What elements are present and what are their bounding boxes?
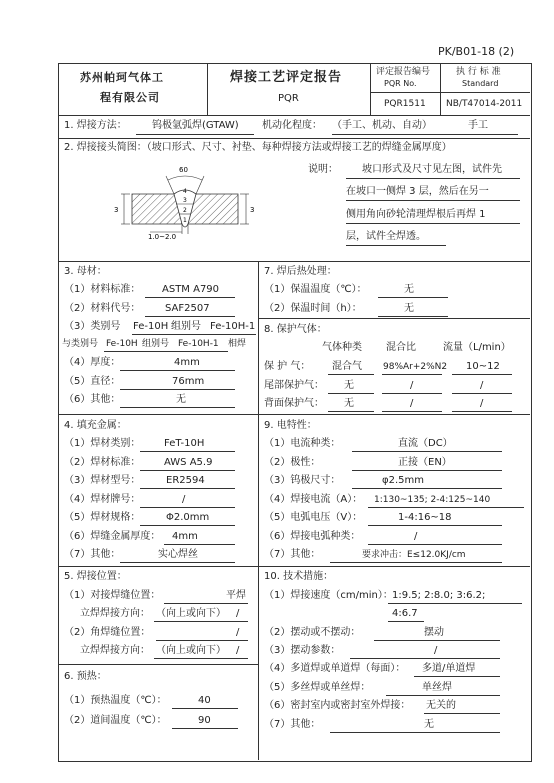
s7-temp-label: （1）保温温度（℃）： — [264, 284, 367, 295]
weld-root — [182, 224, 188, 227]
s3-code-label: （2）材料代号： — [64, 303, 141, 314]
s1-label: 1. 焊接方法： — [64, 120, 127, 131]
s8-trail-mix: / — [410, 380, 414, 391]
s4-type-value: FeT-10H — [164, 438, 205, 449]
s5-fillet-value: / — [236, 627, 240, 638]
s6-pre-value: 40 — [198, 695, 211, 706]
s9-other-label: （7）其他： — [264, 549, 321, 560]
s3-class-label: （3）类别号 — [64, 321, 121, 332]
s10-pass-value: 多道/单道焊 — [422, 663, 476, 674]
s3-group2-value: Fe-10H-1 — [178, 339, 219, 349]
s8-back-label: 背面保护气： — [264, 398, 324, 409]
s3-other-value: 无 — [176, 394, 186, 405]
s10-speed-label: （1）焊接速度（cm/min）： — [264, 590, 393, 601]
s5-groove-value: 平焊 — [226, 590, 246, 601]
s1-mech-options: （手工、机动、自动） — [332, 120, 432, 131]
s10-wire-value: 单丝焊 — [422, 682, 452, 693]
s3-class2-value: Fe-10H — [106, 339, 138, 349]
s9-pol-label: （2）极性： — [264, 457, 321, 468]
s2-note-line1: 坡口形式及尺寸见左图，试件先 — [362, 164, 502, 175]
s9-transfer-value: / — [414, 531, 418, 542]
s3-group-label: 组别号 — [171, 321, 201, 332]
s4-spec-value: Φ2.0mm — [166, 512, 210, 523]
standard-label-en: Standard — [462, 79, 499, 88]
sketch-pass-1: 1 — [183, 217, 187, 224]
s5-dir2-options: （向上或向下） — [156, 645, 226, 656]
s5-dir2-label: 立焊焊接方向： — [80, 645, 150, 656]
s10-clean-label: （6）密封室内或密封室外焊接： — [264, 700, 411, 711]
s5-groove-label: （1）对接焊缝位置： — [64, 590, 161, 601]
s3-dia-label: （5）直径： — [64, 376, 121, 387]
s8-back-flow: / — [480, 398, 484, 409]
s4-brand-label: （4）焊材牌号： — [64, 494, 141, 505]
s10-label: 10. 技术措施： — [264, 571, 334, 582]
s3-std-value: ASTM A790 — [162, 284, 220, 295]
s3-label: 3. 母材： — [64, 266, 107, 277]
sketch-thickness-right: 3 — [250, 206, 255, 214]
s5-dir1-options: （向上或向下） — [156, 608, 226, 619]
s8-shield-gas: 混合气 — [332, 361, 362, 372]
s4-model-label: （3）焊材型号： — [64, 475, 141, 486]
s6-inter-label: （2）道间温度（℃）： — [64, 715, 167, 726]
s8-col-gas: 气体种类 — [322, 342, 362, 353]
s6-inter-value: 90 — [198, 715, 211, 726]
s1-method: 钨极氩弧焊(GTAW) — [152, 120, 239, 131]
s4-std-value: AWS A5.9 — [164, 457, 213, 468]
s4-label: 4. 填充金属： — [64, 420, 127, 431]
s9-elec-value: φ2.5mm — [382, 475, 424, 486]
joint-sketch — [110, 160, 260, 240]
s6-label: 6. 预热： — [64, 671, 107, 682]
report-no-label: 评定报告编号 — [376, 67, 431, 77]
s8-col-flow: 流量（L/min） — [443, 342, 511, 353]
s9-cur-type-value: 直流（DC） — [398, 438, 453, 449]
s3-thk-label: （4）厚度： — [64, 357, 121, 368]
s7-time-label: （2）保温时间（h）： — [264, 303, 362, 314]
s8-trail-flow: / — [480, 380, 484, 391]
s10-speed-line1: 1:9.5; 2:8.0; 3:6.2; — [392, 590, 486, 601]
s10-weave-label: （2）摆动或不摆动： — [264, 627, 361, 638]
s9-elec-label: （3）钨极尺寸： — [264, 475, 341, 486]
s9-cur-type-label: （1）电流种类： — [264, 438, 341, 449]
s3-other-label: （6）其他： — [64, 394, 121, 405]
s7-time-value: 无 — [404, 303, 414, 314]
s5-dir2-value: / — [236, 645, 240, 656]
base-plate-left — [132, 194, 182, 224]
s9-volt-label: （5）电弧电压（V）： — [264, 512, 363, 523]
s4-type-label: （1）焊材类别： — [64, 438, 141, 449]
s10-other-label: （7）其他： — [264, 719, 321, 730]
s2-note-label: 说明： — [308, 164, 338, 175]
s3-code-value: SAF2507 — [165, 303, 210, 314]
s8-col-mix: 混合比 — [386, 342, 416, 353]
s3-std-label: （1）材料标准： — [64, 284, 141, 295]
s10-clean-value: 无关的 — [426, 700, 456, 711]
s3-weld-together: 相焊 — [228, 339, 247, 349]
sketch-pass-4: 4 — [183, 188, 187, 195]
s8-back-gas: 无 — [344, 398, 354, 409]
standard-value: NB/T47014-2011 — [446, 99, 523, 109]
s3-class2-label: 与类别号 — [62, 339, 99, 349]
s4-other-value: 实心焊丝 — [158, 549, 198, 560]
s3-dia-value: 76mm — [172, 376, 205, 387]
s8-trail-label: 尾部保护气： — [264, 380, 324, 391]
s9-pol-value: 正接（EN） — [398, 457, 452, 468]
s10-weave-param-value: / — [434, 645, 438, 656]
s2-note-line3: 侧用角向砂轮清理焊根后再焊 1 — [346, 209, 486, 220]
sketch-gap: 1.0~2.0 — [148, 233, 177, 240]
s5-fillet-label: （2）角焊缝位置： — [64, 627, 151, 638]
s7-temp-value: 无 — [404, 284, 414, 295]
s9-cur-value: 1:130~135; 2-4:125~140 — [374, 495, 491, 505]
s9-volt-value: 1-4:16~18 — [398, 512, 452, 523]
s3-group2-label: 组别号 — [142, 339, 170, 349]
s5-label: 5. 焊接位置： — [64, 571, 127, 582]
s8-shield-mix: 98%Ar+2%N2 — [383, 362, 448, 372]
s4-thk-label: （6）焊缝金属厚度： — [64, 531, 161, 542]
s2-note-line4: 层，试件全焊透。 — [346, 231, 426, 242]
s10-pass-label: （4）多道焊或单道焊（每面）： — [264, 663, 406, 674]
base-plate-right — [188, 194, 238, 224]
s10-wire-label: （5）多丝焊或单丝焊： — [264, 682, 371, 693]
s1-mech-label: 机动化程度： — [262, 120, 322, 131]
sketch-angle: 60 — [179, 166, 188, 174]
s10-weave-value: 摆动 — [424, 627, 444, 638]
sketch-pass-2: 2 — [183, 207, 187, 214]
s8-shield-label: 保 护 气： — [264, 361, 311, 372]
s4-thk-value: 4mm — [172, 531, 198, 542]
s4-other-label: （7）其他： — [64, 549, 121, 560]
s4-spec-label: （5）焊材规格： — [64, 512, 141, 523]
s2-label: 2. 焊接接头简图：（坡口形式、尺寸、衬垫、每种焊接方法或焊接工艺的焊缝金属厚度） — [64, 142, 452, 153]
report-subtitle: PQR — [278, 93, 299, 104]
document-code: PK/B01-18 (2) — [438, 45, 515, 58]
s1-mech-value: 手工 — [468, 120, 488, 131]
s5-dir1-value: / — [236, 608, 240, 619]
s10-weave-param-label: （3）摆动参数： — [264, 645, 341, 656]
company-name-line1: 苏州帕珂气体工 — [80, 71, 164, 84]
s8-back-mix: / — [410, 398, 414, 409]
standard-label: 执 行 标 准 — [456, 67, 501, 77]
report-no-label-en: PQR No. — [384, 79, 417, 88]
s4-std-label: （2）焊材标准： — [64, 457, 141, 468]
s10-speed-line2: 4:6.7 — [392, 608, 418, 619]
s8-shield-flow: 10~12 — [466, 361, 500, 372]
s4-model-value: ER2594 — [166, 475, 205, 486]
s3-group-value: Fe-10H-1 — [210, 321, 256, 332]
s9-label: 9. 电特性： — [264, 420, 317, 431]
s8-trail-gas: 无 — [344, 380, 354, 391]
s3-thk-value: 4mm — [174, 357, 200, 368]
s5-dir1-label: 立焊焊接方向： — [80, 608, 150, 619]
company-name-line2: 程有限公司 — [100, 91, 160, 104]
sketch-pass-3: 3 — [183, 197, 187, 204]
report-no-value: PQR1511 — [384, 99, 426, 109]
report-title: 焊接工艺评定报告 — [230, 70, 343, 85]
s10-other-value: 无 — [424, 719, 434, 730]
sketch-thickness-left: 3 — [114, 206, 119, 214]
s6-pre-label: （1）预热温度（℃）： — [64, 695, 167, 706]
s9-transfer-label: （6）焊接电弧种类： — [264, 531, 361, 542]
s2-note-line2: 在坡口一侧焊 3 层，然后在另一 — [346, 186, 489, 197]
s8-label: 8. 保护气体： — [264, 324, 327, 335]
s9-cur-label: （4）焊接电流（A）： — [264, 494, 363, 505]
s3-class-value: Fe-10H — [133, 321, 169, 332]
s4-brand-value: / — [182, 494, 186, 505]
s7-label: 7. 焊后热处理： — [264, 266, 337, 277]
s9-other-value: 要求冲击：E≤12.0KJ/cm — [362, 550, 466, 560]
